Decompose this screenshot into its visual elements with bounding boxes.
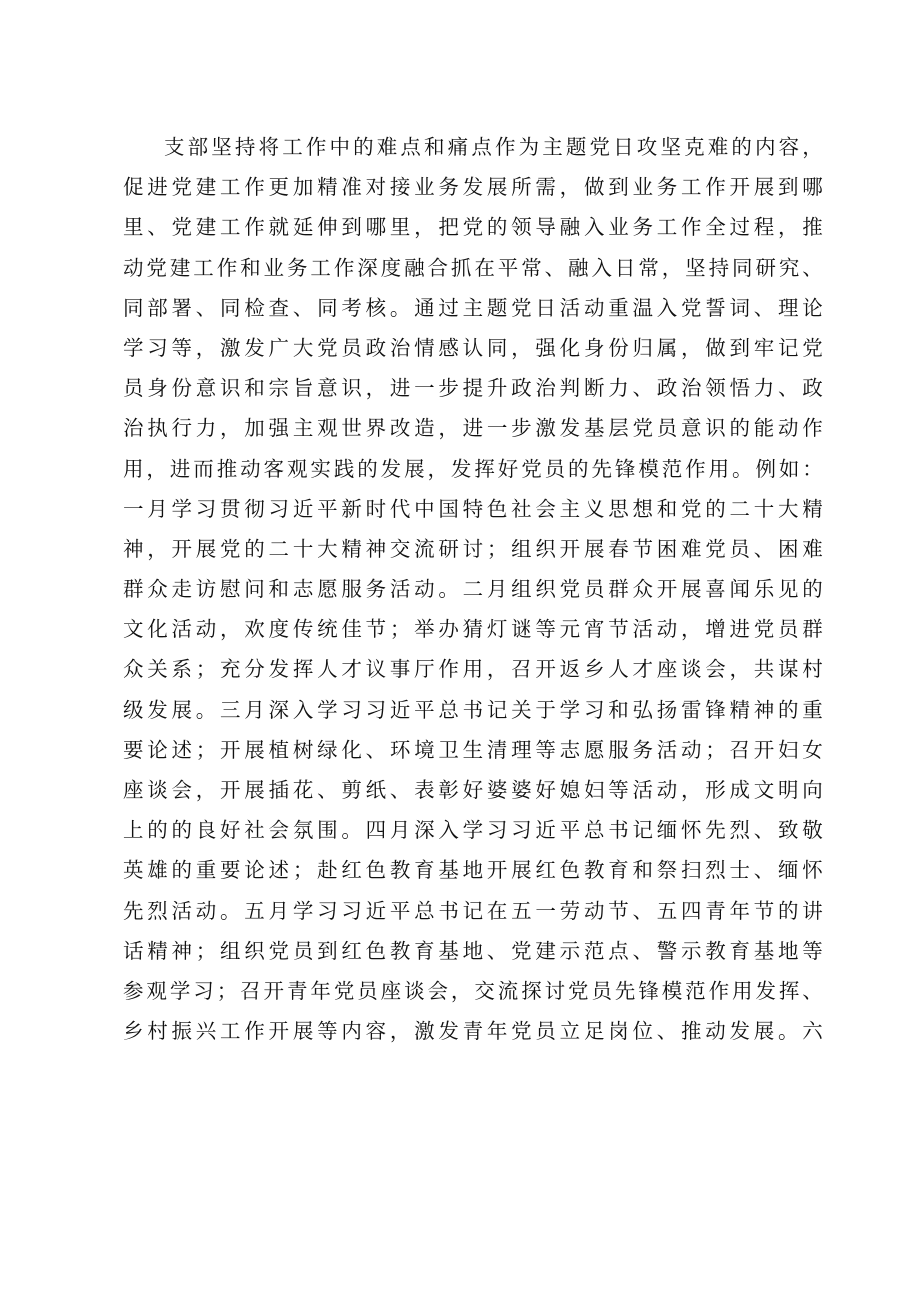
paragraph-line: 文化活动，欢度传统佳节；举办猜灯谜等元宵节活动，增进党员群 xyxy=(123,617,823,642)
paragraph-line: 级发展。三月深入学习习近平总书记关于学习和弘扬雷锋精神的重 xyxy=(123,697,823,722)
paragraph-line: 神，开展党的二十大精神交流研讨；组织开展春节困难党员、困难 xyxy=(123,536,823,561)
paragraph-line: 群众走访慰问和志愿服务活动。二月组织党员群众开展喜闻乐见的 xyxy=(123,577,823,602)
paragraph-line: 众关系；充分发挥人才议事厅作用，召开返乡人才座谈会，共谋村 xyxy=(123,657,823,682)
paragraph-line: 学习等，激发广大党员政治情感认同，强化身份归属，做到牢记党 xyxy=(123,335,823,360)
paragraph-line: 促进党建工作更加精准对接业务发展所需，做到业务工作开展到哪 xyxy=(123,175,823,200)
paragraph-line: 要论述；开展植树绿化、环境卫生清理等志愿服务活动；召开妇女 xyxy=(123,737,823,762)
paragraph-line: 乡村振兴工作开展等内容，激发青年党员立足岗位、推动发展。六 xyxy=(123,1019,823,1044)
paragraph-line: 上的的良好社会氛围。四月深入学习习近平总书记缅怀先烈、致敬 xyxy=(123,818,823,843)
paragraph-line: 一月学习贯彻习近平新时代中国特色社会主义思想和党的二十大精 xyxy=(123,496,823,521)
paragraph-line: 先烈活动。五月学习习近平总书记在五一劳动节、五四青年节的讲 xyxy=(123,898,823,923)
paragraph-line: 里、党建工作就延伸到哪里，把党的领导融入业务工作全过程，推 xyxy=(123,215,823,240)
paragraph-line: 座谈会，开展插花、剪纸、表彰好婆婆好媳妇等活动，形成文明向 xyxy=(123,778,823,802)
paragraph-line: 员身份意识和宗旨意识，进一步提升政治判断力、政治领悟力、政 xyxy=(123,376,823,401)
paragraph-line: 支部坚持将工作中的难点和痛点作为主题党日攻坚克难的内容， xyxy=(164,135,823,159)
paragraph-line: 英雄的重要论述；赴红色教育基地开展红色教育和祭扫烈士、缅怀 xyxy=(123,858,823,883)
paragraph-line: 用，进而推动客观实践的发展，发挥好党员的先锋模范作用。例如： xyxy=(123,456,823,481)
paragraph-line: 话精神；组织党员到红色教育基地、党建示范点、警示教育基地等 xyxy=(123,938,823,963)
paragraph-line: 治执行力，加强主观世界改造，进一步激发基层党员意识的能动作 xyxy=(123,416,823,441)
body-paragraph xyxy=(123,127,823,1051)
paragraph-line: 动党建工作和业务工作深度融合抓在平常、融入日常，坚持同研究、 xyxy=(123,255,823,280)
paragraph-line: 参观学习；召开青年党员座谈会，交流探讨党员先锋模范作用发挥、 xyxy=(123,978,823,1003)
paragraph-line: 同部署、同检查、同考核。通过主题党日活动重温入党誓词、理论 xyxy=(123,295,823,320)
